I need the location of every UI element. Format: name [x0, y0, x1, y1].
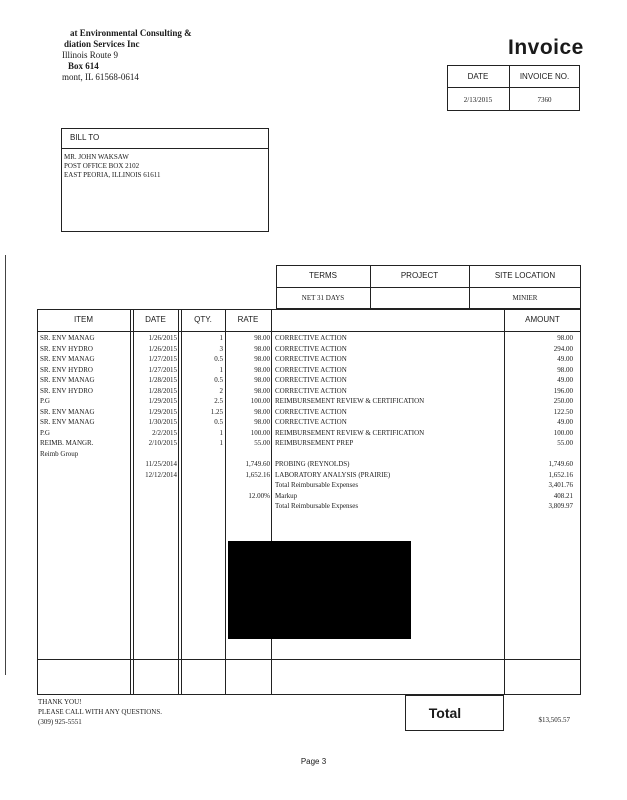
row-desc-cell: CORRECTIVE ACTION	[275, 418, 347, 426]
row-qty-cell: 0.5	[214, 376, 223, 384]
terms-value: NET 31 DAYS	[301, 294, 345, 302]
invoice-date: 2/13/2015	[463, 96, 493, 104]
bill-to-address	[64, 153, 160, 180]
row-desc-cell: CORRECTIVE ACTION	[275, 344, 347, 353]
row-item-cell: SR. ENV MANAG	[40, 376, 95, 384]
row-qty-cell: 2.5	[214, 397, 223, 405]
qty-column-header: QTY.	[194, 315, 212, 324]
row-desc-cell: CORRECTIVE ACTION	[275, 386, 347, 395]
row-qty-cell: 1	[219, 428, 223, 437]
row-date-cell: 1/26/2015	[148, 344, 177, 353]
row-item-cell: SR. ENV MANAG	[40, 334, 95, 342]
row-rate-cell: 98.00	[254, 386, 270, 395]
thank-you-note	[38, 697, 162, 727]
row-desc-cell: CORRECTIVE ACTION	[275, 334, 347, 342]
row-desc-cell: REIMBURSEMENT PREP	[275, 439, 354, 447]
row-date-cell: 1/27/2015	[148, 365, 177, 374]
row-rate-cell: 55.00	[254, 439, 270, 447]
row-date-cell: 2/2/2015	[152, 428, 177, 437]
row-item-cell: SR. ENV MANAG	[40, 418, 95, 426]
bill-to-line: POST OFFICE BOX 2102	[64, 162, 140, 170]
expense-rate-cell: 12.00%	[248, 491, 270, 500]
row-item-cell: SR. ENV HYDRO	[40, 344, 93, 353]
thank-you-line: PLEASE CALL WITH ANY QUESTIONS.	[38, 708, 162, 716]
thank-you-line: THANK YOU!	[38, 698, 82, 706]
row-amount-cell: 100.00	[553, 428, 573, 437]
row-amount-cell: 294.00	[553, 344, 573, 353]
expense-date-cell: 12/12/2014	[145, 470, 177, 479]
company-line: Illinois Route 9	[62, 50, 118, 60]
row-amount-cell: 49.00	[557, 418, 573, 426]
row-date-cell: 1/26/2015	[148, 334, 177, 342]
row-amount-cell: 49.00	[557, 355, 573, 363]
row-date-cell: 1/28/2015	[148, 376, 177, 384]
row-desc-cell: REIMBURSEMENT REVIEW & CERTIFICATION	[275, 428, 425, 437]
row-qty-cell: 3	[219, 344, 223, 353]
row-amount-cell: 196.00	[553, 386, 573, 395]
expense-desc-cell: LABORATORY ANALYSIS (PRAIRIE)	[275, 470, 391, 479]
page-number: Page 3	[300, 757, 327, 766]
expense-desc-cell: PROBING (REYNOLDS)	[275, 460, 350, 468]
expense-amount-cell: 3,401.76	[548, 481, 573, 489]
site-location-label: SITE LOCATION	[494, 271, 556, 280]
expense-date-cell: 11/25/2014	[145, 460, 177, 468]
expense-desc-cell: Total Reimbursable Expenses	[275, 502, 359, 510]
expense-amount-cell: 1,652.16	[548, 470, 573, 479]
row-date-cell: 2/10/2015	[148, 439, 177, 447]
row-item-cell: SR. ENV HYDRO	[40, 365, 93, 374]
invoice-number: 7360	[537, 96, 552, 104]
row-item-cell: SR. ENV MANAG	[40, 355, 95, 363]
scan-edge-mark	[5, 255, 6, 675]
date-column-header: DATE	[145, 315, 166, 324]
expense-rate-cell: 1,652.16	[245, 470, 270, 479]
row-desc-cell: CORRECTIVE ACTION	[275, 355, 347, 363]
row-item-cell: SR. ENV HYDRO	[40, 386, 93, 395]
project-label: PROJECT	[400, 271, 439, 280]
total-value: $13,505.57	[538, 716, 570, 724]
expense-amount-cell: 1,749.60	[548, 460, 573, 468]
row-rate-cell: 100.00	[250, 428, 270, 437]
row-date-cell: 1/29/2015	[148, 397, 177, 405]
amount-column-header: AMOUNT	[525, 315, 560, 324]
company-line: Box 614	[68, 61, 99, 71]
row-qty-cell: 1	[219, 439, 223, 447]
terms-label: TERMS	[309, 271, 337, 280]
row-rate-cell: 100.00	[250, 397, 270, 405]
row-qty-cell: 0.5	[214, 418, 223, 426]
row-item-cell: SR. ENV MANAG	[40, 407, 95, 416]
row-amount-cell: 98.00	[557, 334, 573, 342]
row-item-cell: P.G	[40, 428, 50, 437]
company-line: mont, IL 61568-0614	[62, 72, 139, 82]
expense-desc-cell: Markup	[275, 491, 298, 500]
row-desc-cell: REIMBURSEMENT REVIEW & CERTIFICATION	[275, 397, 425, 405]
row-amount-cell: 250.00	[553, 397, 573, 405]
row-date-cell: 1/29/2015	[148, 407, 177, 416]
row-rate-cell: 98.00	[254, 376, 270, 384]
bill-to-box	[61, 128, 269, 232]
row-desc-cell: CORRECTIVE ACTION	[275, 407, 347, 416]
row-date-cell: 1/27/2015	[148, 355, 177, 363]
invoice-number-label: INVOICE NO.	[519, 72, 570, 81]
row-qty-cell: 1	[219, 365, 223, 374]
row-rate-cell: 98.00	[254, 365, 270, 374]
date-label: DATE	[467, 72, 489, 81]
site-location-value: MINIER	[512, 294, 538, 302]
row-rate-cell: 98.00	[254, 334, 270, 342]
bill-to-line: EAST PEORIA, ILLINOIS 61611	[64, 171, 161, 179]
row-qty-cell: 1	[219, 334, 223, 342]
row-rate-cell: 98.00	[254, 418, 270, 426]
row-amount-cell: 55.00	[557, 439, 573, 447]
row-item-cell: Reimb Group	[40, 449, 79, 458]
row-desc-cell: CORRECTIVE ACTION	[275, 365, 347, 374]
row-amount-cell: 122.50	[553, 407, 573, 416]
row-rate-cell: 98.00	[254, 344, 270, 353]
row-qty-cell: 2	[219, 386, 223, 395]
expense-amount-cell: 3,809.97	[548, 502, 573, 510]
row-amount-cell: 49.00	[557, 376, 573, 384]
row-qty-cell: 1.25	[210, 407, 223, 416]
row-amount-cell: 98.00	[557, 365, 573, 374]
expense-desc-cell: Total Reimbursable Expenses	[275, 481, 359, 489]
row-rate-cell: 98.00	[254, 355, 270, 363]
invoice-title: Invoice	[508, 36, 584, 59]
row-item-cell: P.G	[40, 397, 50, 405]
company-address	[62, 28, 192, 83]
total-label: Total	[428, 705, 462, 721]
expense-rate-cell: 1,749.60	[245, 460, 270, 468]
bill-to-label: BILL TO	[70, 133, 100, 142]
row-date-cell: 1/28/2015	[148, 386, 177, 395]
thank-you-line: (309) 925-5551	[38, 718, 82, 726]
company-line: diation Services Inc	[64, 39, 140, 49]
bill-to-line: MR. JOHN WAKSAW	[64, 153, 129, 161]
row-rate-cell: 98.00	[254, 407, 270, 416]
company-line: at Environmental Consulting &	[70, 28, 192, 38]
expense-amount-cell: 408.21	[553, 491, 573, 500]
item-column-header: ITEM	[73, 315, 94, 324]
row-qty-cell: 0.5	[214, 355, 223, 363]
row-item-cell: REIMB. MANGR.	[40, 439, 94, 447]
rate-column-header: RATE	[237, 315, 259, 324]
row-desc-cell: CORRECTIVE ACTION	[275, 376, 347, 384]
row-date-cell: 1/30/2015	[148, 418, 177, 426]
redaction-block	[228, 541, 411, 639]
